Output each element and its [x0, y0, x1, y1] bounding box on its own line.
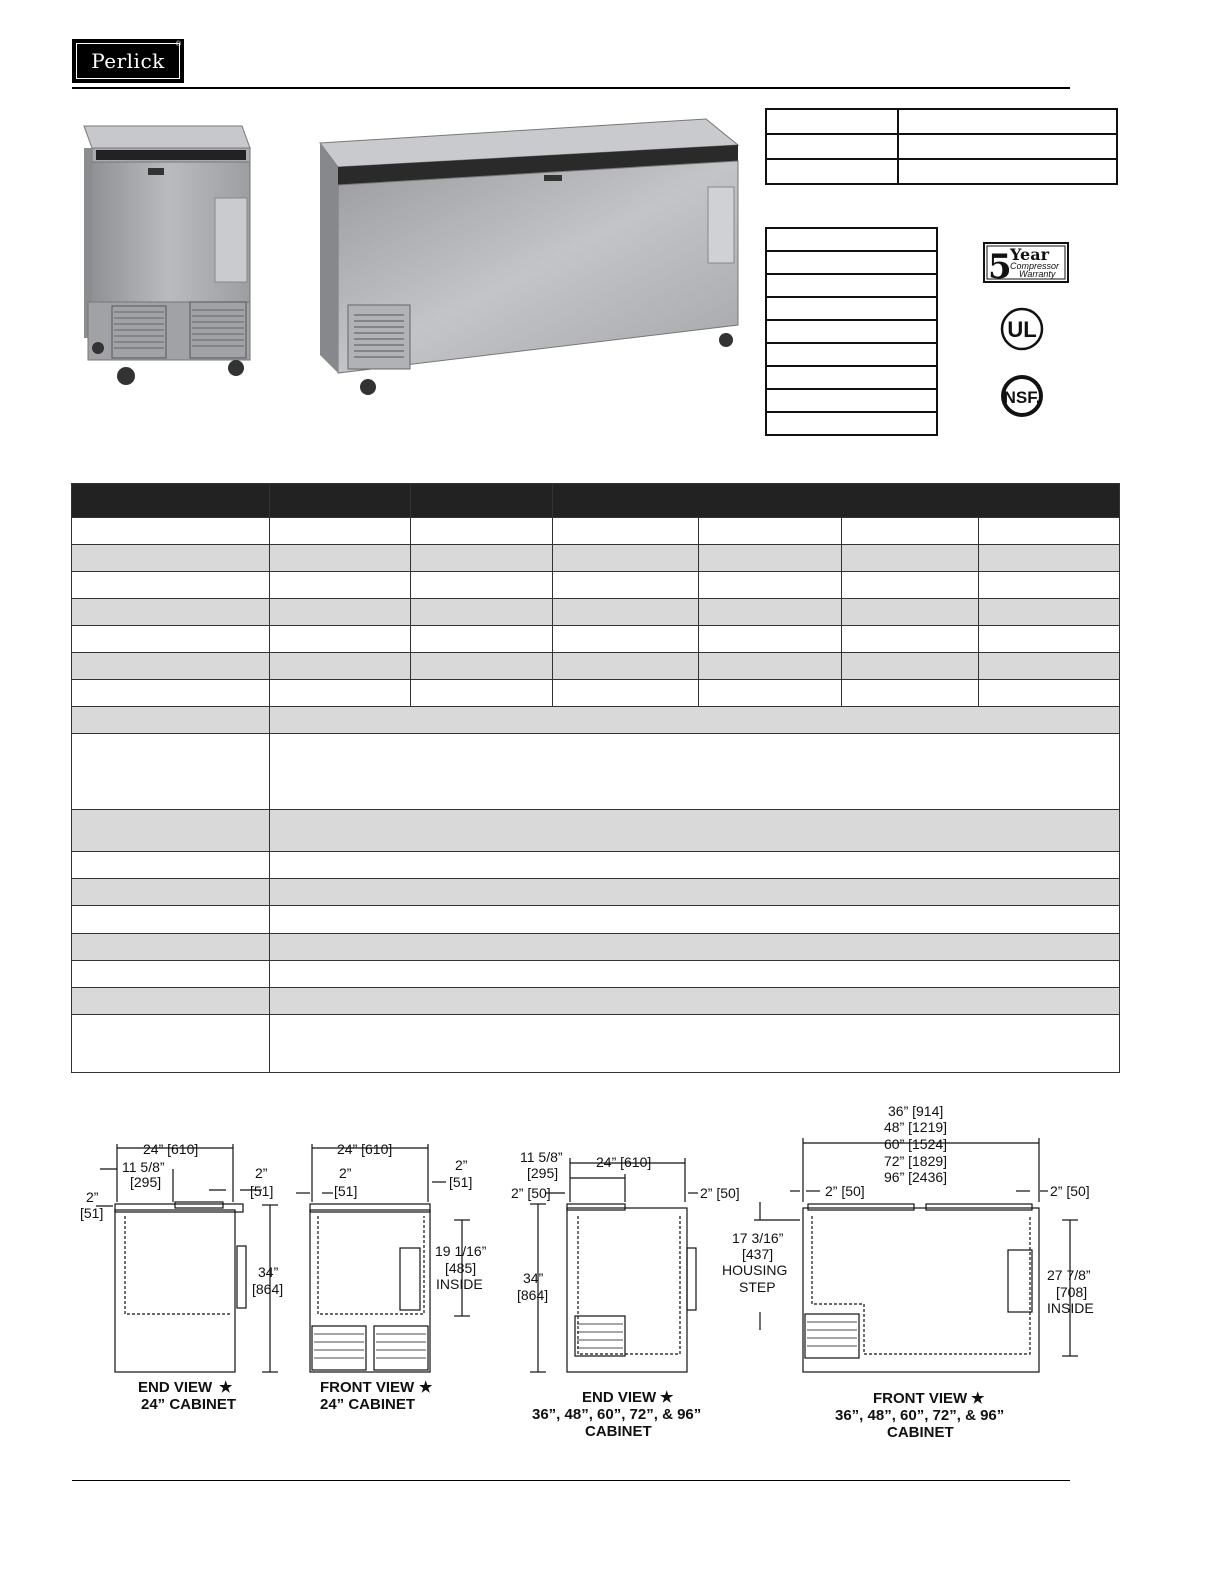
frontmulti-caption-line3: CABINET [887, 1424, 954, 1441]
model-info-cell [766, 109, 898, 134]
frontmulti-caption-star: ★ [971, 1390, 985, 1407]
endmulti-height-label: 34” [523, 1270, 544, 1286]
spec-row [72, 934, 1120, 961]
spec-row [72, 906, 1120, 934]
checklist-table [765, 227, 938, 436]
spec-row [72, 518, 1120, 545]
front24-inside-mm-label: [485] [445, 1260, 477, 1276]
header-rule [72, 87, 1070, 89]
checklist-cell [766, 274, 937, 297]
front24-caption-line1: FRONT VIEW [320, 1379, 415, 1396]
end24-lid-mm-label: [295] [130, 1174, 162, 1190]
end24-left-mm-label: [51] [80, 1205, 104, 1221]
front24-right-mm-label: [51] [449, 1174, 473, 1190]
spec-row [72, 852, 1120, 879]
frontmulti-left-label: 2” [50] [825, 1183, 865, 1199]
nsf-badge [1000, 374, 1044, 418]
frontmulti-width-96: 96” [2436] [884, 1169, 948, 1185]
spec-header-cell [72, 484, 270, 518]
frontmulti-caption-line1: FRONT VIEW [873, 1390, 968, 1407]
model-info-cell [766, 134, 898, 159]
front24-caption-star: ★ [419, 1379, 433, 1396]
warranty-word: Year [1010, 245, 1050, 264]
end24-caption-line2: 24” CABINET [141, 1396, 237, 1413]
spec-header-row [72, 484, 1120, 518]
spec-row [72, 626, 1120, 653]
spec-row [72, 961, 1120, 988]
endmulti-lid-mm-label: [295] [527, 1165, 559, 1181]
checklist-cell [766, 228, 937, 251]
frontmulti-width-48: 48” [1219] [884, 1119, 948, 1135]
checklist-cell [766, 251, 937, 274]
spec-row [72, 680, 1120, 707]
endmulti-caption-line1: END VIEW [582, 1389, 657, 1406]
footer-rule [72, 1480, 1070, 1481]
spec-row [72, 988, 1120, 1015]
warranty-line2: Warranty [1019, 269, 1056, 279]
checklist-cell [766, 412, 937, 435]
spec-row [72, 707, 1120, 734]
endmulti-caption-line3: CABINET [585, 1423, 652, 1440]
spec-header-cell [270, 484, 411, 518]
front24-inside-label: 19 1/16” [435, 1243, 487, 1259]
spec-header-cell [553, 484, 1120, 518]
checklist-cell [766, 297, 937, 320]
endmulti-right-label: 2” [50] [700, 1185, 740, 1201]
model-info-cell [898, 134, 1117, 159]
checklist-cell [766, 343, 937, 366]
nsf-mark-text: NSF. [1003, 388, 1041, 407]
model-info-table [765, 108, 1118, 185]
model-info-cell [766, 159, 898, 184]
spec-row [72, 734, 1120, 810]
model-info-cell [898, 109, 1117, 134]
spec-header-cell [411, 484, 553, 518]
specifications-table [71, 483, 1120, 1073]
spec-row [72, 879, 1120, 906]
ul-badge [1000, 307, 1044, 351]
warranty-digit: 5 [988, 247, 1012, 283]
end24-right-label: 2” [255, 1165, 268, 1181]
spec-row [72, 572, 1120, 599]
frontmulti-right-label: 2” [50] [1050, 1183, 1090, 1199]
spec-row [72, 810, 1120, 852]
end24-caption-line1: END VIEW [138, 1379, 213, 1396]
front24-width-label: 24” [610] [337, 1141, 393, 1157]
front24-caption-line2: 24” CABINET [320, 1396, 416, 1413]
dimension-drawings [0, 1090, 1224, 1450]
front24-left-mm-label: [51] [334, 1183, 358, 1199]
front24-inside-word: INSIDE [436, 1276, 483, 1292]
frontmulti-inside-mm-label: [708] [1056, 1284, 1088, 1300]
warranty-badge [983, 242, 1069, 283]
frontmulti-width-60: 60” [1524] [884, 1136, 948, 1152]
brand-logo [72, 39, 184, 83]
checklist-cell [766, 366, 937, 389]
model-info-cell [898, 159, 1117, 184]
endmulti-height-mm-label: [864] [517, 1287, 549, 1303]
frontmulti-step-label: 17 3/16” [732, 1230, 784, 1246]
logo-text: Perlick [91, 49, 165, 73]
spec-row [72, 653, 1120, 680]
frontmulti-width-72: 72” [1829] [884, 1153, 948, 1169]
endmulti-width-label: 24” [610] [596, 1154, 652, 1170]
endmulti-caption-line2: 36”, 48”, 60”, 72”, & 96” [532, 1406, 702, 1423]
endmulti-caption-star: ★ [660, 1389, 674, 1406]
warranty-line1: Compressor [1010, 261, 1060, 271]
front24-right-label: 2” [455, 1157, 468, 1173]
frontmulti-inside-word: INSIDE [1047, 1300, 1094, 1316]
end24-height-mm-label: [864] [252, 1281, 284, 1297]
frontmulti-width-36: 36” [914] [888, 1103, 944, 1119]
endmulti-left-label: 2” [50] [511, 1185, 551, 1201]
frontmulti-caption-line2: 36”, 48”, 60”, 72”, & 96” [835, 1407, 1005, 1424]
frontmulti-step-word1: HOUSING [722, 1262, 788, 1278]
end24-left-label: 2” [86, 1189, 99, 1205]
end24-width-label: 24” [610] [143, 1141, 199, 1157]
end24-right-mm-label: [51] [250, 1183, 274, 1199]
spec-row [72, 545, 1120, 572]
frontmulti-step-word2: STEP [739, 1279, 776, 1295]
spec-row [72, 1015, 1120, 1073]
frontmulti-inside-label: 27 7/8” [1047, 1267, 1091, 1283]
product-photo-long-cabinet [318, 115, 744, 397]
end24-height-label: 34” [258, 1264, 279, 1280]
product-photo-24-cabinet [78, 120, 258, 390]
frontmulti-step-mm-label: [437] [742, 1246, 774, 1262]
end24-lid-label: 11 5/8” [122, 1159, 165, 1175]
front24-left-label: 2” [339, 1165, 352, 1181]
ul-mark-text: UL [1007, 317, 1037, 342]
checklist-cell [766, 389, 937, 412]
checklist-cell [766, 320, 937, 343]
end24-caption-star: ★ [219, 1379, 233, 1396]
registered-mark: ® [175, 41, 181, 48]
endmulti-lid-label: 11 5/8” [520, 1149, 563, 1165]
spec-row [72, 599, 1120, 626]
